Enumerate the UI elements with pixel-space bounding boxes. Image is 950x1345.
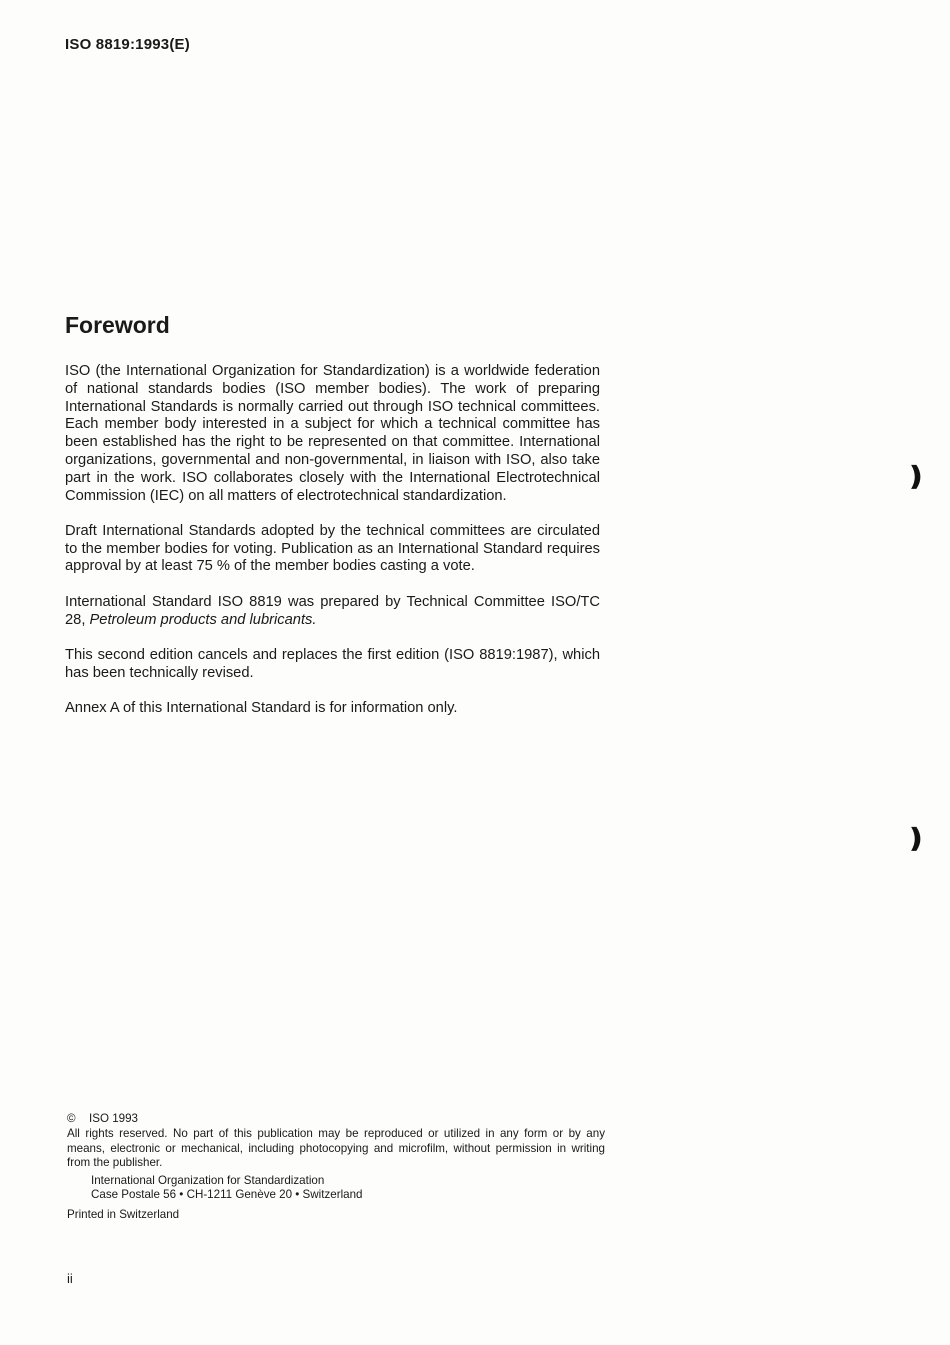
copyright-year: ISO 1993 [89,1112,138,1125]
prepared-by-text: International Standard ISO 8819 was prepared by Technical Committee ISO/TC 28, [65,593,600,628]
paragraph-annex: Annex A of this International Standard is for information only. [65,699,458,716]
rights-reserved-notice: All rights reserved. No part of this publication may be reproduced or utilized in any form or by any means, electronic or mechanical, including photocopying and microfilm, without permission in writing from the publisher. [67,1127,605,1169]
paragraph-about-iso: ISO (the International Organization for Standardization) is a worldwide federation of national standards bodies (ISO member bodies). The work of preparing International Standards is normally carried out through ISO technical committees. Each member body interested in a subject for which a technical committee has been established has the right to be represented on that committee. International organizations, governmental and non-governmental, in liaison with ISO, also take part in the work. ISO collaborates closely with the International Electrotechnical Commission (IEC) on all matters of electrotechnical standardization. [65,363,600,504]
paragraph-edition: This second edition cancels and replaces the first edition (ISO 8819:1987), which has been technically revised. [65,646,600,681]
copyright-line [67,1112,605,1126]
printed-in: Printed in Switzerland [67,1207,180,1221]
paragraph-voting: Draft International Standards adopted by the technical committees are circulated to the member bodies for voting. Publication as an International Standard requires approval by at least 75 % of the member bodies casting a vote. [65,522,600,575]
committee-title: Petroleum products and lubricants. [89,611,317,628]
publisher-postal: Case Postale 56 • CH-1211 Genève 20 • Switzerland [91,1188,363,1202]
copyright-block [67,1112,605,1222]
section-title: Foreword [65,312,170,338]
binding-mark-icon: ❫ [905,824,927,854]
binding-mark-icon: ❫ [905,462,927,492]
page-number: ii [67,1271,73,1286]
paragraph-prepared-by [65,594,600,630]
running-header: ISO 8819:1993(E) [65,36,190,53]
foreword-body [65,363,600,735]
publisher-name: International Organization for Standardization [91,1174,325,1188]
copyright-symbol: © [67,1112,76,1125]
publisher-address [91,1174,605,1203]
